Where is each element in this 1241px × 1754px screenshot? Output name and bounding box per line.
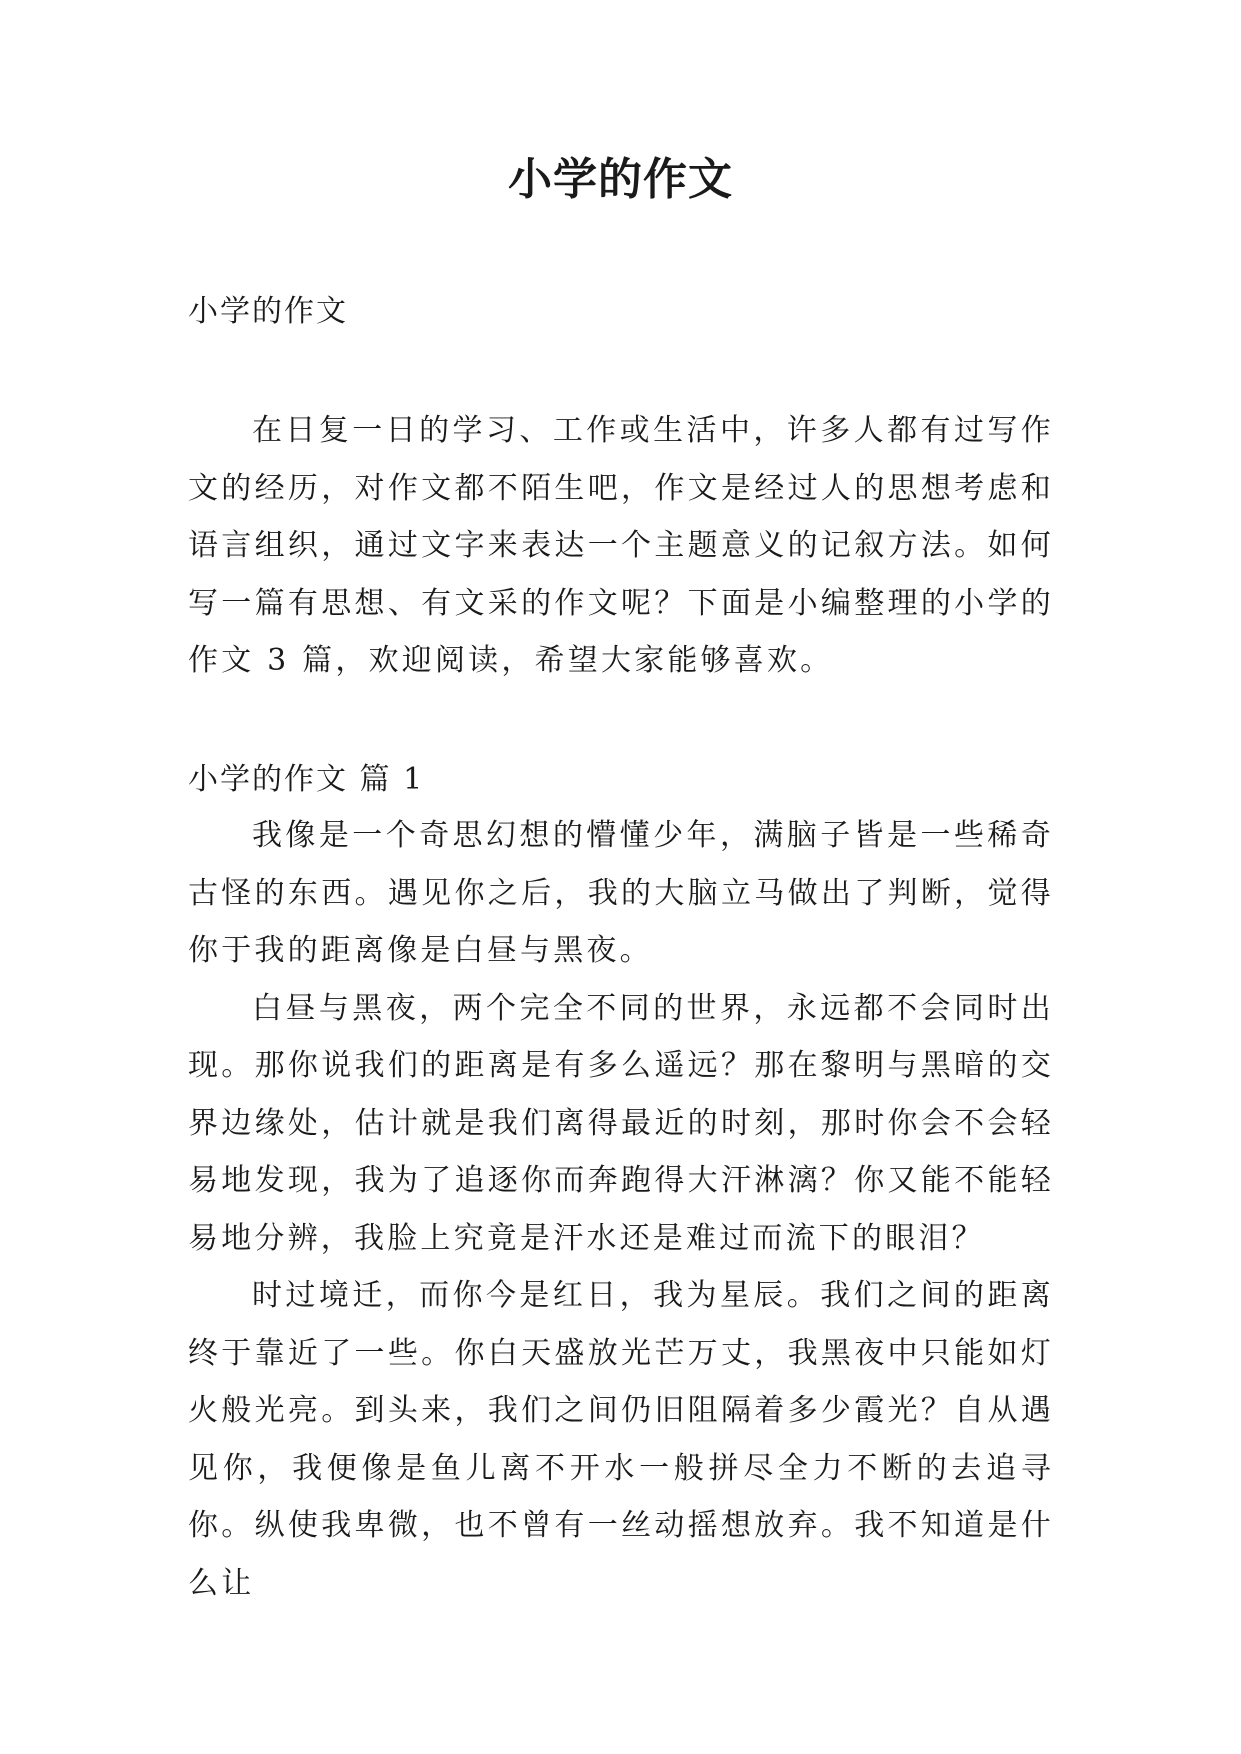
essay-paragraph: 时过境迁，而你今是红日，我为星辰。我们之间的距离终于靠近了一些。你白天盛放光芒万丈，我黑夜中只能如灯火般光亮。到头来，我们之间仍旧阻隔着多少霞光？自从遇见你，我便像是鱼儿离不开水一般拼尽全力不断的去追寻你。纵使我卑微，也不曾有一丝动摇想放弃。我不知道是什么让 — [188, 1278, 1054, 1601]
essay-body — [188, 807, 1054, 1612]
essay-paragraph: 白昼与黑夜，两个完全不同的世界，永远都不会同时出现。那你说我们的距离是有多么遥远？那在黎明与黑暗的交界边缘处，估计就是我们离得最近的时刻，那时你会不会轻易地发现，我为了追逐你而奔跑得大汗淋漓？你又能不能轻易地分辨，我脸上究竟是汗水还是难过而流下的眼泪？ — [188, 990, 1054, 1256]
intro-paragraph: 在日复一日的学习、工作或生活中，许多人都有过写作文的经历，对作文都不陌生吧，作文是经过人的思想考虑和语言组织，通过文字来表达一个主题意义的记叙方法。如何写一篇有思想、有文采的作文呢？下面是小编整理的小学的作文 3 篇，欢迎阅读，希望大家能够喜欢。 — [188, 413, 1054, 678]
document-subtitle: 小学的作文 — [188, 294, 348, 329]
intro-section — [188, 402, 1054, 690]
essay-paragraph: 我像是一个奇思幻想的懵懂少年，满脑子皆是一些稀奇古怪的东西。遇见你之后，我的大脑立马做出了判断，觉得你于我的距离像是白昼与黑夜。 — [188, 818, 1054, 968]
document-title: 小学的作文 — [508, 154, 733, 205]
section-heading: 小学的作文 篇 1 — [188, 762, 425, 797]
